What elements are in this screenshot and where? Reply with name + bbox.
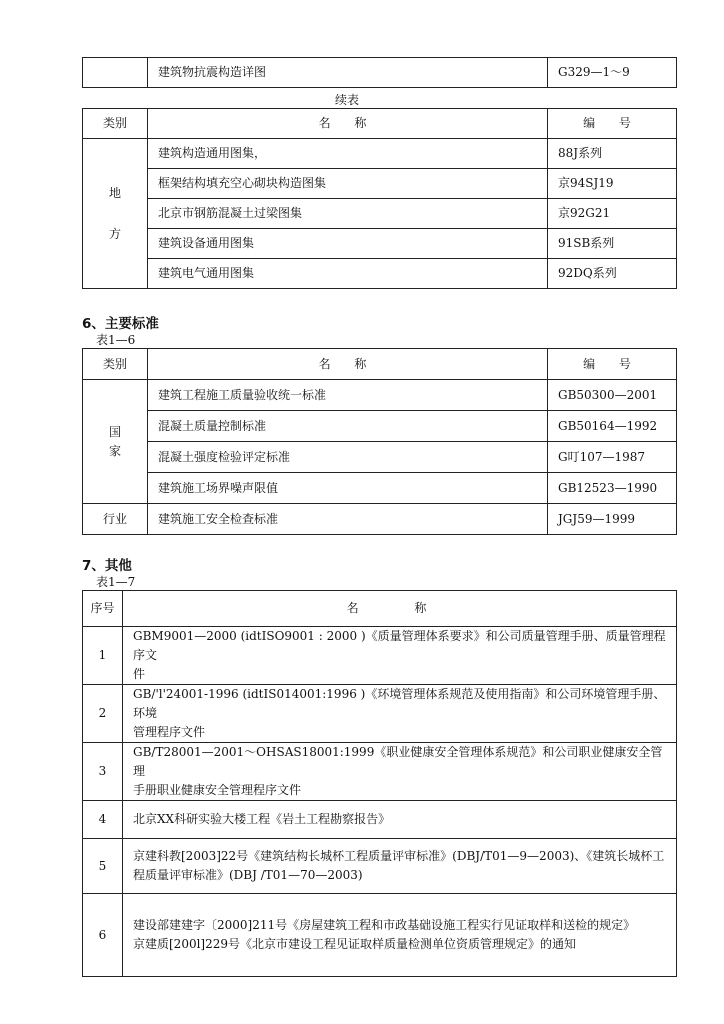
row-text [123, 627, 677, 685]
category-national-cell [83, 380, 148, 504]
row-code: JGJ59—1999 [548, 504, 677, 535]
row-index: 4 [83, 801, 123, 839]
other-references-table [82, 590, 677, 977]
row-name: 北京市钢筋混凝土过梁图集 [148, 199, 548, 229]
category-char: 地 [108, 185, 121, 200]
row-text [123, 894, 677, 977]
row-name: 建筑设备通用图集 [148, 229, 548, 259]
top-name-cell: 建筑物抗震构造详图 [148, 58, 548, 88]
row-line: 建设部建建字〔2000]211号《房屋建筑工程和市政基础设施工程实行见证取样和送检的规定》 [133, 918, 636, 932]
section6-caption: 表1—6 [96, 333, 136, 347]
main-standards-table [82, 348, 677, 535]
local-atlas-table [82, 108, 677, 289]
category-char: 家 [108, 443, 121, 458]
row-code: GB50300—2001 [548, 380, 677, 411]
row-line: 手册职业健康安全管理程序文件 [133, 783, 302, 797]
row-name: 建筑电气通用图集 [148, 259, 548, 289]
row-index: 6 [83, 894, 123, 977]
section7-title: 7、其他 [82, 558, 132, 574]
header-name: 名 称 [148, 349, 548, 380]
category-char: 国 [108, 424, 121, 439]
row-code: GB12523—1990 [548, 473, 677, 504]
row-line: 京建质[200l]229号《北京市建设工程见证取样质量检测单位资质管理规定》的通知 [133, 937, 577, 951]
row-text [123, 743, 677, 801]
row-code: 京94SJ19 [548, 169, 677, 199]
header-category: 类别 [83, 349, 148, 380]
row-name: 建筑工程施工质量验收统一标准 [148, 380, 548, 411]
header-index: 序号 [83, 591, 123, 627]
header-code: 编 号 [548, 109, 677, 139]
row-index: 2 [83, 685, 123, 743]
header-category: 类别 [83, 109, 148, 139]
row-name: 建筑构造通用图集， [148, 139, 548, 169]
row-name: 建筑施工场界噪声限值 [148, 473, 548, 504]
section7-caption: 表1—7 [96, 575, 136, 589]
header-name: 名 称 [123, 591, 677, 627]
category-local-cell [83, 139, 148, 289]
row-line: 程质量评审标准》(DBJ /T01—70—2003) [133, 868, 363, 882]
row-code: 92DQ系列 [548, 259, 677, 289]
row-index: 1 [83, 627, 123, 685]
row-name: 混凝土强度检验评定标准 [148, 442, 548, 473]
category-char: 方 [108, 226, 121, 241]
row-line: GBM9001—2000 (idtISO9001 : 2000 )《质量管理体系要求》和公司质量管理手册、质量管理程序文 [133, 629, 666, 662]
row-line: GB/T28001—2001～OHSAS18001:1999《职业健康安全管理体系规范》和公司职业健康安全管理 [133, 745, 663, 778]
row-code: 京92G21 [548, 199, 677, 229]
row-text [123, 801, 677, 839]
row-index: 3 [83, 743, 123, 801]
top-category-cell [83, 58, 148, 88]
row-index: 5 [83, 839, 123, 894]
row-name: 框架结构填充空心砌块构造图集 [148, 169, 548, 199]
top-table [82, 57, 677, 88]
row-line: 北京XX科研实验大楼工程《岩土工程勘察报告》 [133, 812, 391, 826]
row-code: 91SB系列 [548, 229, 677, 259]
continued-label: 续表 [335, 93, 360, 107]
row-text [123, 839, 677, 894]
row-text [123, 685, 677, 743]
row-name: 混凝土质量控制标准 [148, 411, 548, 442]
row-line: 京建科教[2003]22号《建筑结构长城杯工程质量评审标准》(DBJ/T01—9—2003)、《建筑长城杯工 [133, 849, 665, 863]
header-code: 编 号 [548, 349, 677, 380]
row-line: 管理程序文件 [133, 725, 206, 739]
row-line: GB/'l'24001-1996 (idtIS014001:1996 )《环境管理体系规范及使用指南》和公司环境管理手册、环境 [133, 687, 666, 720]
category-industry: 行业 [83, 504, 148, 535]
row-name: 建筑施工安全检查标准 [148, 504, 548, 535]
row-code: G叮107—1987 [548, 442, 677, 473]
top-code-cell: G329—1～9 [548, 58, 677, 88]
row-line: 件 [133, 667, 146, 681]
row-code: 88J系列 [548, 139, 677, 169]
row-code: GB50164—1992 [548, 411, 677, 442]
header-name: 名 称 [148, 109, 548, 139]
section6-title: 6、主要标准 [82, 316, 159, 332]
